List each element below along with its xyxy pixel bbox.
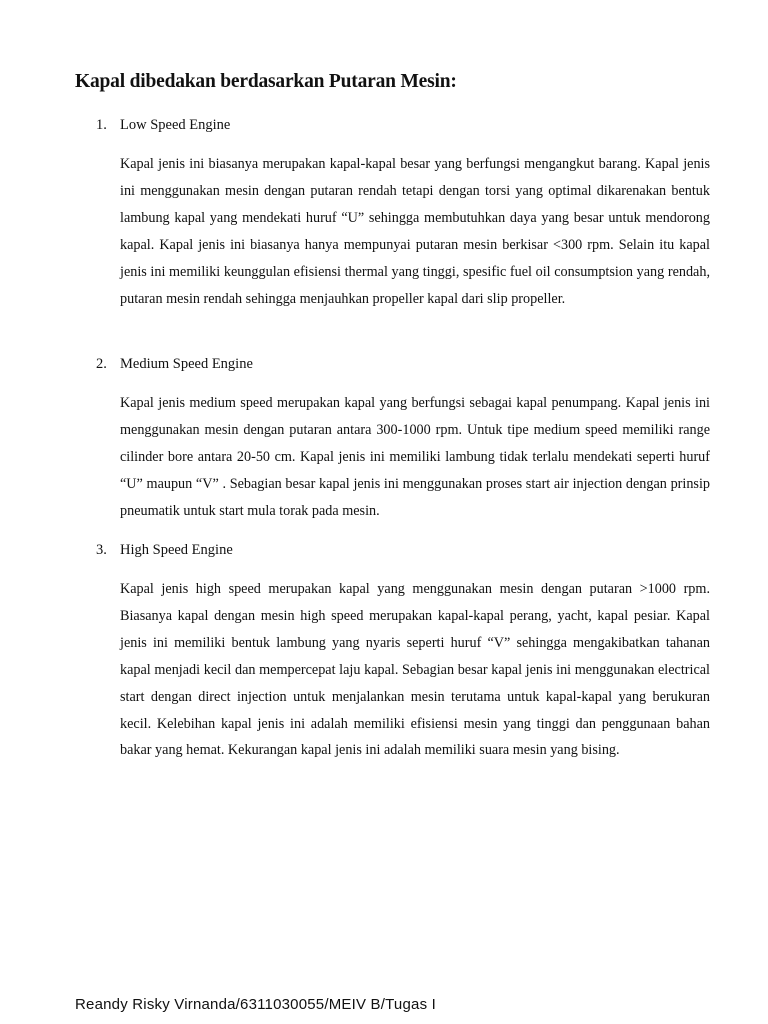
section-heading — [96, 542, 233, 559]
section-heading-text: Low Speed Engine — [120, 117, 231, 133]
section-number: 3. — [96, 542, 107, 558]
section-number: 2. — [96, 356, 107, 372]
section-body: Kapal jenis medium speed merupakan kapal yang berfungsi sebagai kapal penumpang. Kapal jenis ini menggunakan mesin dengan putaran antara 300-1000 rpm. Untuk tipe medium speed memiliki range cilinder bore antara 20-50 cm. Kapal jenis ini memiliki lambung tidak terlalu mendekati seperti huruf “U” maupun “V” . Sebagian besar kapal jenis ini menggunakan proses start air injection dengan prinsip pneumatik untuk start mula torak pada mesin. — [120, 395, 710, 519]
section-body: Kapal jenis high speed merupakan kapal yang menggunakan mesin dengan putaran >1000 rpm. Biasanya kapal dengan mesin high speed merupakan kapal-kapal perang, yacht, kapal pesiar. Kapal jenis ini memiliki bentuk lambung yang nyaris seperti huruf “V” sehingga mengakibatkan tahanan kapal menjadi kecil dan mempercepat laju kapal. Sebagian besar kapal jenis ini menggunakan electrical start dengan direct injection untuk menjalankan mesin terutama untuk kapal-kapal yang berukuran kecil. Kelebihan kapal jenis ini adalah memiliki efisiensi mesin yang tinggi dan penggunaan bahan bakar yang hemat. Kekurangan kapal jenis ini adalah memiliki suara mesin yang bising. — [120, 581, 710, 759]
section-heading-text: Medium Speed Engine — [120, 356, 253, 372]
document-title: Kapal dibedakan berdasarkan Putaran Mesin: — [75, 71, 457, 92]
page-footer: Reandy Risky Virnanda/6311030055/MEIV B/Tugas I — [75, 996, 436, 1013]
section-heading — [96, 356, 253, 373]
section-body: Kapal jenis ini biasanya merupakan kapal-kapal besar yang berfungsi mengangkut barang. Kapal jenis ini menggunakan mesin dengan putaran rendah tetapi dengan torsi yang optimal dikarenakan bentuk lambung kapal yang mendekati huruf “U” sehingga membutuhkan daya yang besar untuk mendorong kapal. Kapal jenis ini biasanya hanya mempunyai putaran mesin berkisar <300 rpm. Selain itu kapal jenis ini memiliki keunggulan efisiensi thermal yang tinggi, spesific fuel oil consumptsion yang rendah, putaran mesin rendah sehingga menjauhkan propeller kapal dari slip propeller. — [120, 156, 710, 307]
section-number: 1. — [96, 117, 107, 133]
section-heading-text: High Speed Engine — [120, 542, 233, 558]
section-heading — [96, 117, 230, 134]
